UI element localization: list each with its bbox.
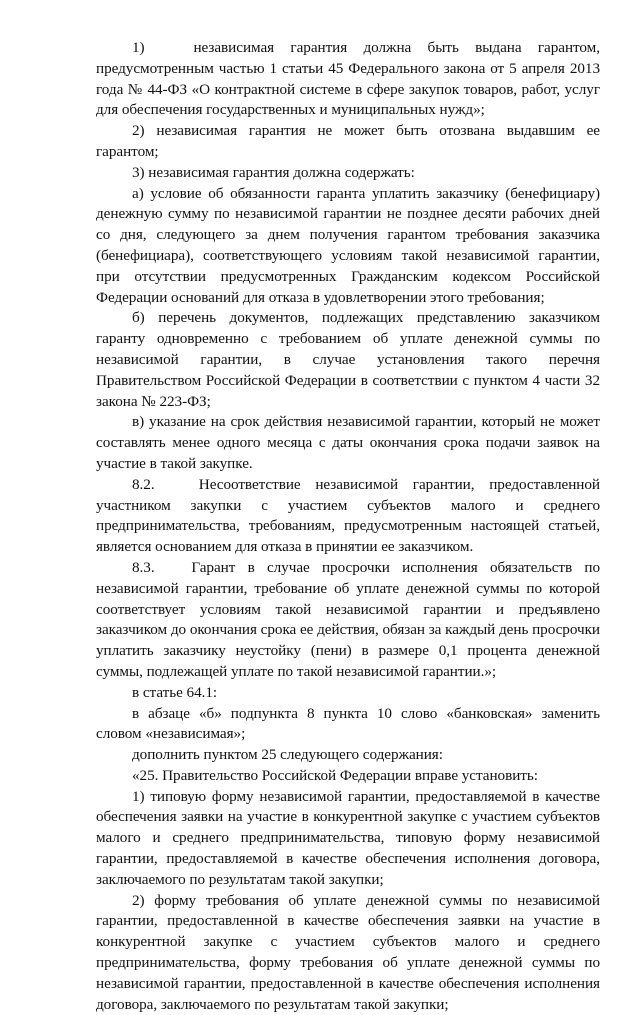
paragraph-25-1: 1) типовую форму независимой гарантии, предоставляемой в качестве обеспечения заявки на участие в конкурентной закупке с участием субъектов малого и среднего предпринимательства, типовую форму независимой гарантии, предоставляемой в качестве обеспечения исполнения договора, заключаемого по результатам такой закупки;: [96, 787, 600, 888]
paragraph-25-2: 2) форму требования об уплате денежной суммы по независимой гарантии, предоставленной в качестве обеспечения заявки на участие в конкурентной закупке с участием субъектов малого и среднего предпринимательства, форму требования об уплате денежной суммы по независимой гарантии, предоставленной в качестве обеспечения исполнения договора, заключаемого по результатам такой закупки;: [96, 891, 600, 1013]
paragraph-8-2: 8.2. Несоответствие независимой гарантии, предоставленной участником закупки с участием субъектов малого и среднего предпринимательства, требованиям, предусмотренным настоящей статьей, является основанием для отказа в принятии ее заказчиком.: [96, 475, 600, 556]
paragraph-1: 1) независимая гарантия должна быть выдана гарантом, предусмотренным частью 1 статьи 45 Федерального закона от 5 апреля 2013 года № 44-ФЗ «О контрактной системе в сфере закупок товаров, работ, услуг для обеспечения государственных и муниципальных нужд»;: [96, 39, 600, 119]
paragraph-2: 2) независимая гарантия не может быть отозвана выдавшим ее гарантом;: [96, 122, 600, 160]
paragraph-3: 3) независимая гарантия должна содержать:: [132, 163, 415, 181]
paragraph-point-25: «25. Правительство Российской Федерации вправе установить:: [132, 766, 538, 784]
paragraph-3a: а) условие об обязанности гаранта уплатить заказчику (бенефициару) денежную сумму по независимой гарантии не позднее десяти рабочих дней со дня, следующего за днем получения гарантом требования заказчика (бенефициара), соответствующего условиям такой независимой гарантии, при отсутствии предусмотренных Гражданским кодексом Российской Федерации оснований для отказа в удовлетворении этого требования;: [96, 184, 600, 306]
paragraph-3v: в) указание на срок действия независимой гарантии, который не может составлять менее одного месяца с даты окончания срока подачи заявок на участие в такой закупке.: [96, 413, 600, 472]
paragraph-article-64-1: в статье 64.1:: [132, 683, 218, 701]
paragraph-8-3: 8.3. Гарант в случае просрочки исполнения обязательств по независимой гарантии, требование об уплате денежной суммы по которой соответствует условиям такой независимой гарантии и предъявлено заказчиком до окончания срока ее действия, обязан за каждый день просрочки уплатить заказчику неустойку (пени) в размере 0,1 процента денежной суммы, подлежащей уплате по такой независимой гарантии.»;: [96, 558, 600, 680]
paragraph-add-point-25: дополнить пунктом 25 следующего содержания:: [132, 746, 443, 764]
paragraph-3b: б) перечень документов, подлежащих представлению заказчиком гаранту одновременно с требованием об уплате денежной суммы по независимой гарантии, в случае установления такого перечня Правительством Российской Федерации в соответствии с пунктом 4 части 32 закона № 223-ФЗ;: [96, 309, 600, 410]
paragraph-abzac-b: в абзаце «б» подпункта 8 пункта 10 слово «банковская» заменить словом «независимая»;: [96, 704, 600, 743]
